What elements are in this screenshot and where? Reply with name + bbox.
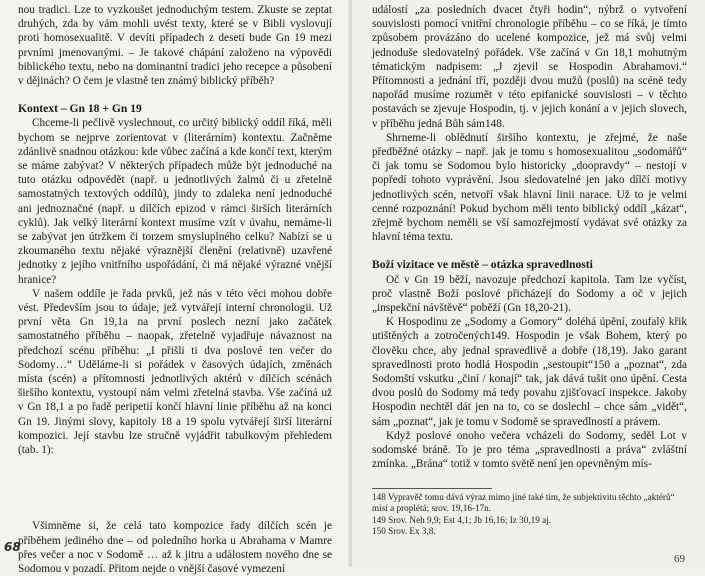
left-page-number: 68 <box>4 540 21 554</box>
footnote-148: 148 Vypravěč tomu dává výraz mimo jiné také tím, že subjektivitu těchto „aktérů“ mísí a proplétá; srov. 19,16-17n. <box>372 492 675 514</box>
right-page <box>352 0 705 567</box>
left-text-column <box>18 3 332 576</box>
left-page <box>0 0 352 575</box>
right-text-column <box>372 3 687 472</box>
footnote-149: 149 Srov. Neh 9,9; Est 4,1; Jb 16,16; Iz 30,19 aj. <box>372 514 552 525</box>
right-paragraph-4: Když poslové onoho večera vcházeli do Sodomy, seděl Lot v sodomské bráně. To je pro téma „spravedlnosti a práva“ zvláštní zmínka. „Brána“ totiž v tomto světě není jen opevněným mís- <box>372 429 687 471</box>
section-heading-kontext: Kontext – Gn 18 + Gn 19 <box>18 102 142 116</box>
footnotes <box>372 488 675 537</box>
section-heading-vizitace: Boží vizitace ve městě – otázka spravedlnosti <box>372 258 593 272</box>
right-paragraph-2: Oč v Gn 19 běží, navozuje předchozí kapitola. Tam lze vyčíst, proč vlastně Boží poslové přicházejí do Sodomy a oč v jejich „inspekční návštěvě“ poběží (Gn 18,20-21). <box>372 273 687 315</box>
right-page-number: 69 <box>674 553 685 565</box>
right-top-paragraph: událostí „za posledních dvacet čtyři hodin“, nýbrž o vytvoření souvislosti pomocí vnitřní chronologie příběhu – co se říká, je tímto způsobem provázáno do ucelené kompozice, jež má svůj velmi jednoduše sledovatelný pořádek. Vše začíná v Gn 18,1 mohutným tématickým nadpisem: „J zjevil se Hospodin Abrahamovi.“ Přítomnosti a jednání tří, později dvou mužů (poslů) na scéně tedy napořád musíme rozumět v této epifanické souvislosti – v těchto postavách se zjevuje Hospodin, tj. v jejich konání a v jejich slovech, v příběhu jedná Bůh sám148. <box>372 4 687 130</box>
left-paragraph-3: Všimněme si, že celá tato kompozice řady dílčích scén je příběhem jediného dne – od poledního horka u Abrahama v Mamre přes večer a noc v Sodomě … až k jitru a událostem nového dne se Sodomou v pozadí. Přitom nejde o vnější časové vymezení <box>18 520 332 575</box>
right-paragraph-3: K Hospodinu ze „Sodomy a Gomory“ doléhá úpění, zoufalý křik utištěných a zotročených149. Hospodin je však Bohem, který po člověku chce, aby jednal spravedlivě a dobře (18,19). Jako garant spravedlnosti proto hodlá Hospodin „sestoupit“150 a „poznat“, zda Sodomští vskutku „činí / konají“ tak, jak dává tušit ono úpění. Cesta dvou poslů do Sodomy má tedy povahu zjišťovací inspekce. Jakoby Hospodin nechtěl dát jen na to, co se doslechl – chce sám „vidět“, sám „poznat“, jak je tomu v Sodomě se spravedlností a právem. <box>372 316 687 428</box>
left-top-paragraph: nou tradici. Lze to vyzkoušet jednoduchým testem. Zkuste se zeptat druhých, zda by vám mohli uvést texty, které se v Bibli vyslovují proti homosexualitě. V devíti případech z deseti bude Gn 19 mezi prvními jmenovanými. – Je takové chápání založeno na výpovědi biblického textu, nebo na dominantní tradici jeho recepce a působení v dějinách? O čem je vlastně ten známý biblický příběh? <box>18 4 332 88</box>
left-paragraph-2: V našem oddíle je řada prvků, jež nás v této věci mohou dobře vést. Především jsou to údaje, jež vytvářejí interní chronologii. Už první věta Gn 19,1a na první poslech nezní jako začátek samostatného příběhu – naopak, zřetelně vyjadřuje návaznost na předchozí scénu příběhu: „I přišli ti dva poslové ten večer do Sodomy…“ Uděláme-li si pořádek v časových údajích, změnách místa (scén) a přítomnosti jednotlivých aktérů v dílčích scénách širšího kontextu, vystoupí nám velmi zřetelná stavba. Vše začíná už v Gn 18,1 a po řadě peripetií končí hlavní linie příběhu až na konci Gn 19. Jinými slovy, kapitoly 18 a 19 spolu vytvářejí širší literární kompozici. Její stavbu lze stručně vyjádřit tabulkovým přehledem (tab. 1): <box>18 287 332 457</box>
left-paragraph-1: Chceme-li pečlivě vyslechnout, co určitý biblický oddíl říká, měli bychom se nejprve zorientovat v (literárním) kontextu. Začněme zdánlivě snadnou otázkou: kde vůbec začíná a kde končí text, kterým se máme zabývat? V některých případech může být jednoduché na tuto otázku odpovědět (např. u jednotlivých žalmů či u zřetelně samostatných textových oddílů), jindy to zdaleka není jednoduché ani jednoznačné (např. u dílčích epizod v rámci širších literárních cyklů). Jak velký literární kontext musíme vzít v úvahu, nemáme-li se zabývat jen útržkem či torzem smysluplného celku? Nabízí se u zkoumaného textu nějaké výraznější členění (relativně) uzavřené jednotky z jejího vnitřního uspořádání, či má nějaké výrazné vnější hranice? <box>18 117 332 286</box>
table-placeholder-gap <box>18 457 332 519</box>
footnote-150: 150 Srov. Ex 3,8. <box>372 525 436 536</box>
right-paragraph-1: Shrneme-li oblědnutí širšího kontextu, je zřejmé, že naše předběžné otázky – např. jak je tomu s homosexualitou „sodomářů“ či jak tomu se Sodomou bylo historicky „doopravdy“ – nestojí v popředí tohoto vyprávění. Jsou sledovatelné jen jako dílčí motivy jednotlivých scén, netvoří však hlavní linii narace. Už to je velmi cenné rozpoznání! Pokud bychom měli tento biblický oddíl „kázat“, zřejmě bychom neměli se vší samozřejmostí vydávat své otázky za hlavní téma textu. <box>372 131 687 244</box>
